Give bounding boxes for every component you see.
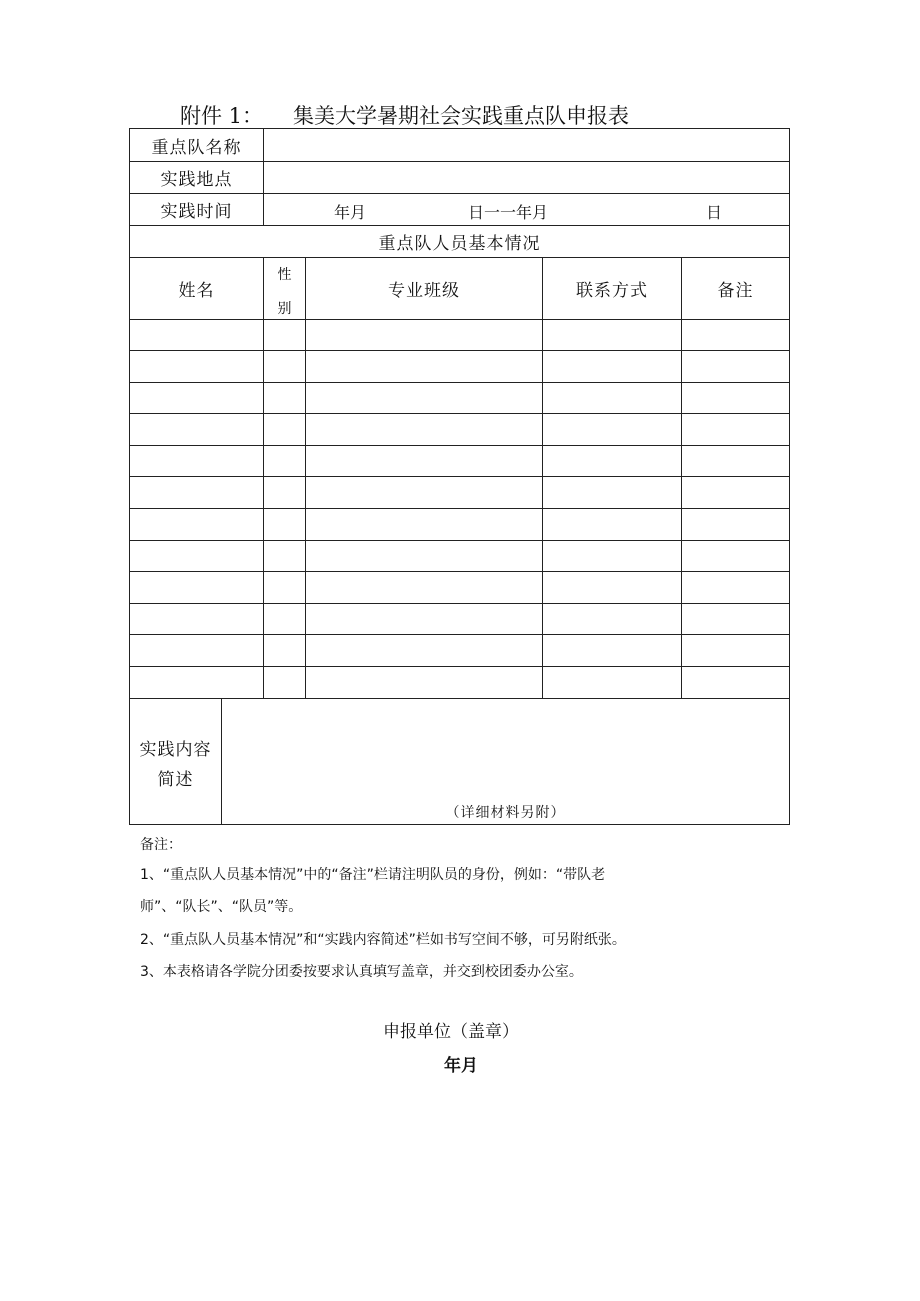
content-hint: （详细材料另附） [445, 805, 566, 821]
column-divider [681, 257, 682, 698]
attachment-label: 附件 1： [180, 104, 264, 128]
team-name-label: 重点队名称 [151, 137, 242, 158]
time-field[interactable] [264, 194, 789, 225]
column-header-remark: 备注 [717, 281, 754, 301]
table-border-bottom [129, 824, 790, 825]
row-divider [129, 445, 790, 446]
table-border-right [789, 128, 790, 825]
column-header-contact: 联系方式 [576, 281, 648, 301]
location-field[interactable] [264, 162, 789, 193]
form-title: 集美大学暑期社会实践重点队申报表 [293, 104, 630, 128]
time-range-middle: 日一一年月 [468, 203, 549, 222]
column-header-major-class: 专业班级 [388, 281, 460, 301]
time-day-2: 日 [706, 203, 723, 222]
note-item-2: 2、“重点队人员基本情况”和“实践内容简述”栏如书写空间不够，可另附纸张。 [140, 932, 626, 948]
row-divider [129, 634, 790, 635]
column-header-gender-bottom: 别 [277, 301, 292, 317]
row-divider [129, 476, 790, 477]
content-field[interactable] [222, 699, 789, 824]
footer-date: 年月 [444, 1056, 478, 1076]
row-divider [129, 413, 790, 414]
time-label: 实践时间 [160, 202, 233, 222]
content-label [130, 735, 221, 795]
applicant-unit-stamp: 申报单位（盖章） [383, 1022, 519, 1042]
note-item-1-line1: 1、“重点队人员基本情况”中的“备注”栏请注明队员的身份，例如：“带队老 [140, 867, 606, 883]
members-section-header: 重点队人员基本情况 [378, 234, 541, 254]
column-divider [263, 257, 264, 698]
row-divider [129, 571, 790, 572]
row-divider [129, 603, 790, 604]
time-year-month-1: 年月 [334, 203, 367, 222]
notes-heading: 备注： [140, 837, 182, 853]
team-name-field[interactable] [264, 129, 789, 161]
document-title [180, 100, 629, 130]
row-divider [129, 508, 790, 509]
location-label: 实践地点 [160, 170, 233, 190]
content-label-line1: 实践内容 [139, 740, 212, 760]
column-header-name: 姓名 [178, 281, 215, 301]
row-divider [129, 540, 790, 541]
row-divider [129, 382, 790, 383]
column-divider [542, 257, 543, 698]
row-divider [129, 319, 790, 320]
note-item-1-line2: 师”、“队长”、“队员”等。 [140, 899, 303, 915]
content-label-line2: 简述 [157, 770, 194, 790]
note-item-3: 3、本表格请各学院分团委按要求认真填写盖章，并交到校团委办公室。 [140, 964, 583, 980]
column-divider [305, 257, 306, 698]
row-divider [129, 350, 790, 351]
row-divider [129, 666, 790, 667]
column-header-gender-top: 性 [277, 267, 292, 283]
